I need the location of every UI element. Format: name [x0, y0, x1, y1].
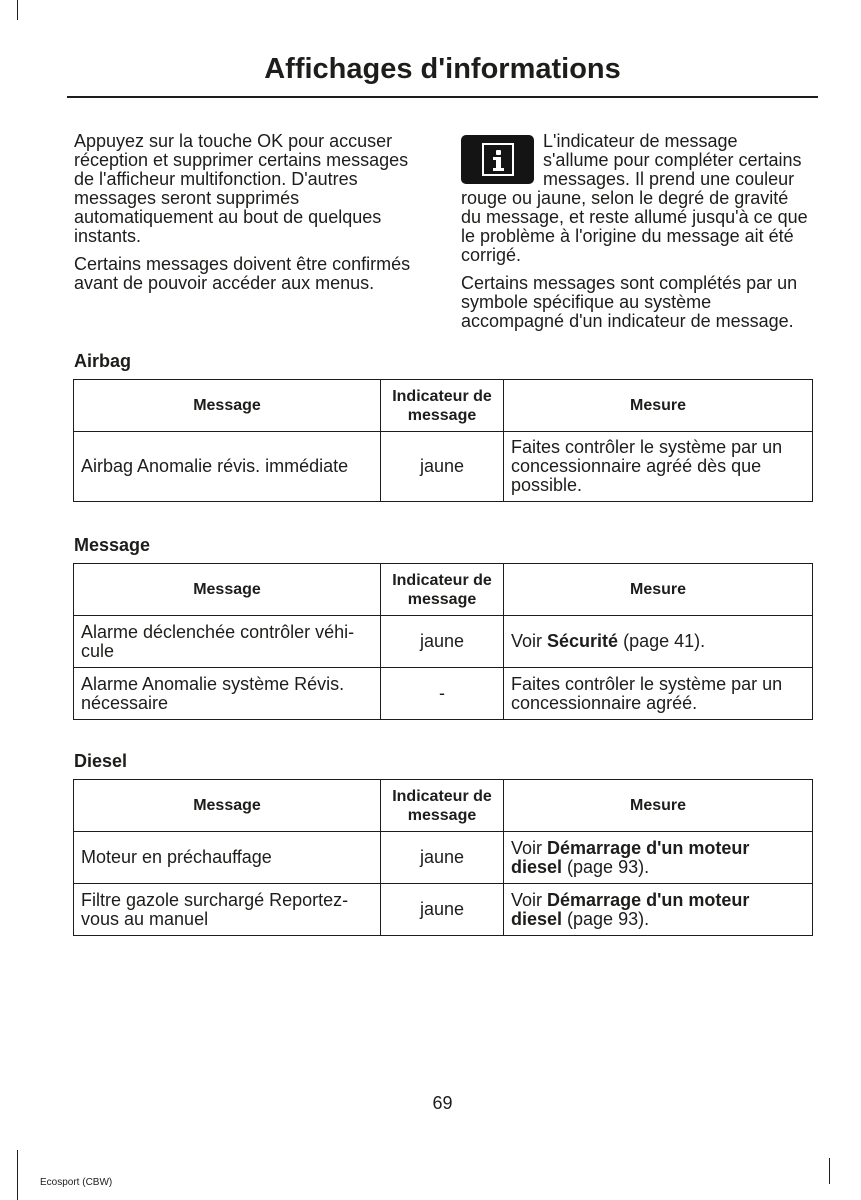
table-row — [74, 616, 813, 668]
table-header — [74, 780, 813, 832]
text-line: automatiquement au bout de quelques — [74, 207, 382, 227]
text-line — [511, 891, 805, 910]
section-message — [73, 536, 812, 720]
text-segment: (page 41). — [618, 631, 706, 651]
crop-mark-top-left — [17, 0, 18, 20]
table-row — [74, 668, 813, 720]
text-line: L'indicateur de message — [543, 131, 738, 151]
header-row — [74, 780, 813, 832]
text-line: jaune — [419, 631, 465, 651]
table-body — [74, 616, 813, 720]
text-line: - — [439, 683, 445, 703]
message-table — [73, 379, 813, 502]
text-line: avant de pouvoir accéder aux menus. — [74, 273, 375, 293]
section-airbag — [73, 352, 812, 502]
cell-indicateur — [381, 884, 504, 936]
text-line: jaune — [419, 456, 465, 476]
text-line: Message — [193, 797, 261, 814]
cross-reference: Démarrage d'un moteur — [547, 837, 750, 858]
text-line — [511, 858, 805, 877]
text-line: cule — [81, 640, 115, 661]
text-line: possible. — [511, 475, 583, 495]
page-title: Affichages d'informations — [264, 53, 621, 85]
message-table — [73, 563, 813, 720]
text-line — [511, 632, 805, 651]
text-segment: Voir — [511, 889, 548, 910]
info-icon-frame — [482, 143, 514, 176]
column-header-mesure — [504, 780, 813, 832]
text-line: jaune — [419, 847, 465, 867]
text-line: Faites contrôler le système par un — [511, 673, 783, 694]
text-line: concessionnaire agréé. — [511, 692, 698, 713]
cell-mesure — [504, 668, 813, 720]
text-line: rouge ou jaune, selon le degré de gravité — [461, 188, 789, 208]
text-line: concessionnaire agréé dès que — [511, 456, 762, 476]
text-line: du message, et reste allumé jusqu'à ce que — [461, 207, 808, 227]
column-header-message — [74, 780, 381, 832]
title-rule — [67, 96, 818, 98]
table-header — [74, 380, 813, 432]
cell-mesure — [504, 832, 813, 884]
text-line: message — [407, 590, 477, 608]
text-line: messages. Il prend une couleur — [543, 169, 795, 189]
text-line: Alarme Anomalie système Révis. — [81, 673, 345, 694]
cell-message — [74, 432, 381, 502]
section-heading: Airbag — [74, 351, 132, 371]
cell-indicateur — [381, 668, 504, 720]
table-row — [74, 884, 813, 936]
text-line: corrigé. — [461, 245, 522, 265]
crop-mark-bottom-right — [829, 1158, 830, 1184]
cell-message — [74, 616, 381, 668]
table-header — [74, 564, 813, 616]
text-line: message — [407, 806, 477, 824]
text-line — [511, 839, 805, 858]
text-line: Airbag Anomalie révis. immédiate — [81, 456, 349, 476]
cell-message — [74, 832, 381, 884]
text-line: vous au manuel — [81, 908, 209, 929]
text-line: nécessaire — [81, 692, 169, 713]
text-line: le problème à l'origine du message ait été — [461, 226, 794, 246]
text-line: de l'afficheur multifonction. D'autres — [74, 169, 358, 189]
text-line: messages seront supprimés — [74, 188, 300, 208]
header-row — [74, 380, 813, 432]
text-line: Mesure — [629, 581, 687, 598]
section-heading: Message — [74, 535, 151, 555]
text-line — [511, 910, 805, 929]
text-line: Certains messages doivent être confirmés — [74, 254, 411, 274]
column-header-message — [74, 564, 381, 616]
cross-reference: diesel — [511, 908, 563, 929]
crop-mark-bottom-left — [17, 1150, 18, 1200]
column-header-message — [74, 380, 381, 432]
table-body — [74, 832, 813, 936]
cell-mesure — [504, 432, 813, 502]
table-row — [74, 832, 813, 884]
header-row — [74, 564, 813, 616]
intro-paragraph — [74, 132, 426, 246]
cell-message — [74, 884, 381, 936]
table-row — [74, 432, 813, 502]
text-segment: Voir — [511, 837, 548, 858]
text-line: Appuyez sur la touche OK pour accuser — [74, 131, 393, 151]
section-diesel — [73, 752, 812, 936]
text-line: Indicateur de — [392, 571, 492, 589]
info-icon-foot — [493, 168, 504, 171]
indicator-paragraph — [461, 274, 813, 331]
cell-mesure — [504, 616, 813, 668]
text-segment: Voir — [511, 631, 548, 651]
cell-indicateur — [381, 432, 504, 502]
cell-mesure — [504, 884, 813, 936]
cell-message — [74, 668, 381, 720]
text-line: Mesure — [629, 397, 687, 414]
cross-reference: Sécurité — [547, 631, 619, 651]
text-line: accompagné d'un indicateur de message. — [461, 311, 794, 331]
indicator-paragraph — [461, 132, 813, 265]
cell-indicateur — [381, 832, 504, 884]
text-line: Mesure — [629, 797, 687, 814]
text-line: réception et supprimer certains messages — [74, 150, 409, 170]
text-segment: (page 93). — [562, 908, 650, 929]
column-header-mesure — [504, 380, 813, 432]
text-line: Message — [193, 581, 261, 598]
text-line: Faites contrôler le système par un — [511, 437, 783, 457]
text-line: Indicateur de — [392, 387, 492, 405]
text-line: s'allume pour compléter certains — [543, 150, 802, 170]
text-line: Alarme déclenchée contrôler véhi- — [81, 621, 355, 642]
text-line: Filtre gazole surchargé Reportez- — [81, 889, 349, 910]
text-line: Moteur en préchauffage — [81, 847, 272, 867]
message-table — [73, 779, 813, 936]
text-segment: (page 93). — [562, 856, 650, 877]
cell-indicateur — [381, 616, 504, 668]
text-line: message — [407, 406, 477, 424]
page-number: 69 — [432, 1093, 453, 1113]
text-line: jaune — [419, 899, 465, 919]
text-line: Message — [193, 397, 261, 414]
cross-reference: diesel — [511, 856, 563, 877]
column-header-mesure — [504, 564, 813, 616]
table-body — [74, 432, 813, 502]
text-line: Indicateur de — [392, 787, 492, 805]
text-line: symbole spécifique au système — [461, 292, 712, 312]
text-line: Certains messages sont complétés par un — [461, 273, 798, 293]
column-header-indicateur — [381, 780, 504, 832]
column-header-indicateur — [381, 380, 504, 432]
intro-right-column — [461, 132, 813, 340]
intro-left-column — [74, 132, 426, 302]
text-line: instants. — [74, 226, 142, 246]
info-icon — [461, 135, 534, 184]
column-header-indicateur — [381, 564, 504, 616]
intro-paragraph — [74, 255, 426, 293]
cross-reference: Démarrage d'un moteur — [547, 889, 750, 910]
info-icon-dot — [496, 150, 501, 155]
footer-model-label: Ecosport (CBW) — [40, 1177, 113, 1188]
section-heading: Diesel — [74, 751, 128, 771]
